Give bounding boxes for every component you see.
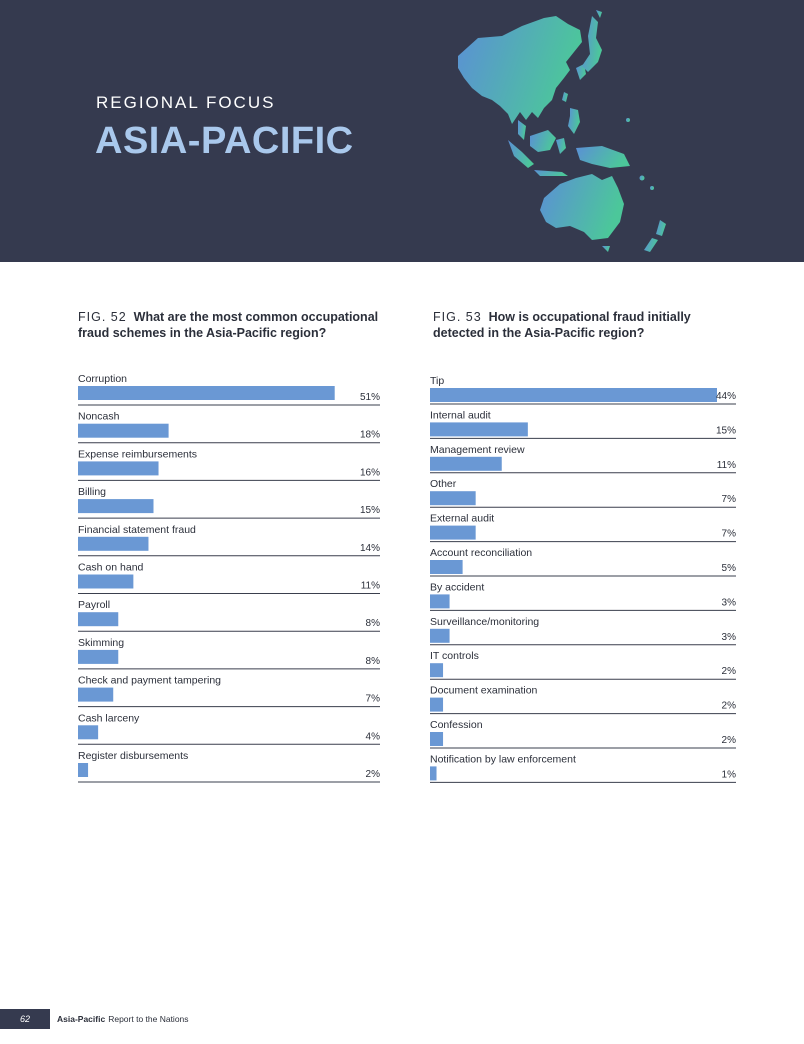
fig53-bar <box>430 457 502 471</box>
fig52-value-label: 14% <box>359 542 380 554</box>
fig52-bar <box>78 725 98 739</box>
fig52-value-label: 18% <box>359 429 380 441</box>
fig53-bar <box>430 663 443 677</box>
fig53-bar <box>430 698 443 712</box>
fig53-bar <box>430 560 463 574</box>
fig53-bar <box>430 732 443 746</box>
fig52-category-label: Skimming <box>78 636 125 649</box>
fig53-value-label: 15% <box>715 425 736 437</box>
fig53-value-label: 1% <box>721 769 736 781</box>
fig52-category-label: Noncash <box>78 410 120 423</box>
fig53-category-label: Tip <box>430 375 445 387</box>
fig52-category-label: Cash on hand <box>78 561 144 574</box>
fig52-bar-chart <box>78 370 382 784</box>
page-number: 62 <box>0 1009 50 1029</box>
fig53-value-label: 2% <box>721 666 736 678</box>
fig53-bar <box>430 766 437 780</box>
fig53-category-label: Account reconciliation <box>430 547 533 559</box>
fig52-category-label: Financial statement fraud <box>78 523 196 536</box>
fig53-category-label: Notification by law enforcement <box>430 753 576 766</box>
fig52-bar <box>78 688 113 702</box>
region-title: ASIA-PACIFIC <box>95 120 354 162</box>
fig53-question: How is occupational fraud initially detected in the Asia-Pacific region? <box>433 310 691 340</box>
fig53-value-label: 7% <box>721 494 736 506</box>
fig53-category-label: Internal audit <box>430 409 491 422</box>
fig53-category-label: IT controls <box>430 650 479 663</box>
fig52-bar <box>78 461 159 475</box>
fig53-value-label: 2% <box>721 735 736 746</box>
fig52-bar <box>78 575 133 589</box>
fig53-bar <box>430 526 476 540</box>
asia-pacific-map-icon <box>452 8 678 254</box>
fig52-value-label: 15% <box>359 505 380 517</box>
fig52-category-label: Check and payment tampering <box>78 674 221 687</box>
fig53-value-label: 44% <box>715 391 736 402</box>
fig52-bar <box>78 612 118 626</box>
fig52-question: What are the most common occupational fraud schemes in the Asia-Pacific region? <box>78 310 379 340</box>
fig52-category-label: Billing <box>78 486 107 499</box>
fig52-value-label: 8% <box>365 618 380 630</box>
fig52-value-label: 8% <box>365 655 380 667</box>
fig52-heading <box>78 309 388 341</box>
footer-publication: Report to the Nations <box>108 1014 189 1024</box>
fig52-category-label: Corruption <box>78 373 128 385</box>
fig52-chart-svg <box>78 370 382 784</box>
fig52-value-label: 4% <box>365 731 380 743</box>
fig53-category-label: By accident <box>430 581 485 594</box>
fig52-value-label: 51% <box>359 392 380 403</box>
fig52-category-label: Expense reimbursements <box>78 448 198 461</box>
fig53-bar <box>430 629 450 643</box>
fig53-category-label: Management review <box>430 443 525 456</box>
fig53-category-label: External audit <box>430 512 495 525</box>
fig52-category-label: Cash larceny <box>78 712 140 725</box>
fig53-category-label: Surveillance/monitoring <box>430 615 540 628</box>
fig53-value-label: 2% <box>721 700 736 712</box>
fig53-value-label: 3% <box>721 631 736 643</box>
fig53-bar <box>430 388 717 402</box>
fig52-category-label: Register disbursements <box>78 750 189 762</box>
fig53-heading <box>433 309 743 341</box>
fig53-value-label: 3% <box>721 597 736 609</box>
fig53-value-label: 11% <box>716 459 736 471</box>
section-kicker: REGIONAL FOCUS <box>96 93 276 112</box>
fig52-value-label: 2% <box>365 769 380 780</box>
fig53-category-label: Other <box>430 478 457 491</box>
fig52-bar <box>78 650 118 664</box>
fig52-bar <box>78 386 335 400</box>
fig53-category-label: Confession <box>430 719 483 731</box>
fig53-bar <box>430 422 528 436</box>
header-banner <box>0 0 804 262</box>
fig52-value-label: 16% <box>359 467 380 479</box>
fig52-bar <box>78 537 148 551</box>
fig52-bar <box>78 499 154 513</box>
fig52-bar <box>78 763 88 777</box>
footer-section: Asia-Pacific <box>57 1014 106 1024</box>
fig52-number: FIG. 52 <box>78 310 127 324</box>
footer-caption <box>57 1014 189 1024</box>
fig53-category-label: Document examination <box>430 684 538 697</box>
fig52-category-label: Payroll <box>78 599 111 612</box>
fig53-chart-svg <box>430 372 740 786</box>
fig52-bar <box>78 424 169 438</box>
fig53-bar <box>430 491 476 505</box>
fig52-value-label: 11% <box>360 580 380 592</box>
fig53-number: FIG. 53 <box>433 310 482 324</box>
fig53-bar-chart <box>430 372 740 786</box>
fig53-value-label: 7% <box>721 528 736 540</box>
fig52-value-label: 7% <box>365 693 380 705</box>
fig53-value-label: 5% <box>721 563 736 574</box>
fig53-bar <box>430 594 450 608</box>
